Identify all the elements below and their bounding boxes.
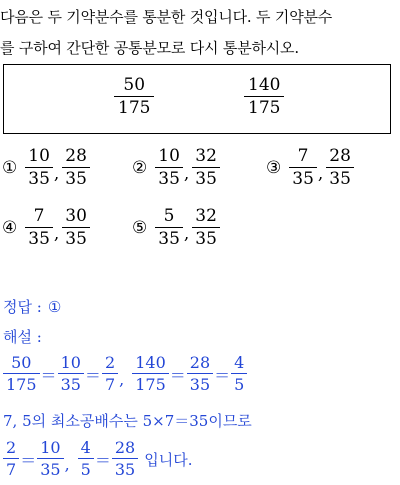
comma: , bbox=[183, 224, 190, 244]
denominator: 35 bbox=[37, 458, 63, 478]
suffix-text: 입니다. bbox=[144, 450, 193, 469]
option-fraction-b bbox=[192, 148, 220, 188]
numerator: 7 bbox=[33, 206, 45, 226]
option-fraction-a bbox=[25, 208, 53, 248]
question-line-1: 다음은 두 기약분수를 통분한 것입니다. 두 기약분수 bbox=[0, 8, 333, 26]
fraction bbox=[78, 440, 94, 478]
option-marker: ③ bbox=[266, 158, 282, 178]
numerator: 2 bbox=[6, 438, 17, 457]
numerator: 28 bbox=[114, 438, 136, 457]
numerator: 32 bbox=[195, 206, 217, 226]
denominator: 175 bbox=[3, 373, 40, 393]
option-fraction-a bbox=[25, 148, 53, 188]
numerator: 30 bbox=[65, 206, 87, 226]
numerator: 32 bbox=[195, 146, 217, 166]
fraction bbox=[187, 355, 213, 393]
equals-sign: ＝ bbox=[94, 450, 111, 470]
option-2[interactable] bbox=[132, 148, 220, 188]
option-fraction-b bbox=[326, 148, 354, 188]
equals-sign: ＝ bbox=[20, 450, 37, 470]
comma: , bbox=[53, 164, 60, 184]
given-fraction-2 bbox=[244, 77, 284, 117]
option-fraction-b bbox=[62, 208, 90, 248]
numerator: 2 bbox=[104, 353, 116, 372]
answer-value: ① bbox=[47, 297, 62, 316]
denominator: 35 bbox=[289, 167, 317, 188]
denominator: 35 bbox=[187, 373, 213, 393]
answer-label: 정답 : bbox=[3, 298, 42, 316]
option-fraction-a bbox=[155, 148, 183, 188]
denominator: 175 bbox=[132, 373, 169, 393]
numerator: 140 bbox=[248, 75, 281, 95]
numerator: 10 bbox=[28, 146, 50, 166]
solution-row-1 bbox=[3, 355, 247, 393]
numerator: 28 bbox=[329, 146, 351, 166]
numerator: 7 bbox=[297, 146, 309, 166]
equals-sign: ＝ bbox=[169, 365, 186, 385]
option-fraction-b bbox=[192, 208, 220, 248]
option-marker: ② bbox=[132, 158, 148, 178]
option-1[interactable] bbox=[2, 148, 90, 188]
lcm-text: 7, 5의 최소공배수는 5×7＝35이므로 bbox=[3, 412, 252, 430]
answer-line bbox=[3, 296, 61, 317]
fraction bbox=[37, 440, 63, 478]
denominator: 35 bbox=[112, 458, 138, 478]
fraction bbox=[3, 440, 19, 478]
numerator: 10 bbox=[158, 146, 180, 166]
denominator: 35 bbox=[155, 167, 183, 188]
denominator: 7 bbox=[3, 458, 19, 478]
denominator: 35 bbox=[192, 167, 220, 188]
option-4[interactable] bbox=[2, 208, 90, 248]
numerator: 4 bbox=[80, 438, 91, 457]
explanation-label: 해설 : bbox=[3, 328, 42, 346]
denominator: 35 bbox=[326, 167, 354, 188]
option-3[interactable] bbox=[266, 148, 354, 188]
denominator: 35 bbox=[62, 167, 90, 188]
fraction bbox=[112, 440, 138, 478]
option-marker: ⑤ bbox=[132, 218, 148, 238]
fraction bbox=[102, 355, 118, 393]
given-fraction-1 bbox=[114, 77, 154, 117]
solution-row-3 bbox=[3, 440, 192, 478]
option-marker: ④ bbox=[2, 218, 18, 238]
numerator: 5 bbox=[163, 206, 175, 226]
option-fraction-a bbox=[289, 148, 317, 188]
numerator: 4 bbox=[234, 353, 245, 372]
comma: , bbox=[64, 455, 70, 474]
numerator: 10 bbox=[60, 353, 81, 372]
option-5[interactable] bbox=[132, 208, 220, 248]
equals-sign: ＝ bbox=[40, 365, 57, 385]
denominator: 175 bbox=[244, 96, 284, 117]
fraction bbox=[231, 355, 247, 393]
fraction bbox=[3, 355, 40, 393]
numerator: 28 bbox=[189, 353, 211, 372]
denominator: 35 bbox=[25, 167, 53, 188]
denominator: 35 bbox=[192, 227, 220, 248]
given-fractions-box bbox=[3, 64, 391, 134]
comma: , bbox=[119, 370, 125, 389]
comma: , bbox=[53, 224, 60, 244]
equals-sign: ＝ bbox=[84, 365, 101, 385]
denominator: 175 bbox=[114, 96, 154, 117]
denominator: 5 bbox=[231, 373, 247, 393]
option-fraction-b bbox=[62, 148, 90, 188]
denominator: 35 bbox=[62, 227, 90, 248]
fraction bbox=[132, 355, 169, 393]
denominator: 35 bbox=[25, 227, 53, 248]
comma: , bbox=[183, 164, 190, 184]
question-text bbox=[0, 2, 400, 64]
numerator: 50 bbox=[123, 75, 146, 95]
comma: , bbox=[317, 164, 324, 184]
numerator: 28 bbox=[65, 146, 87, 166]
equals-sign: ＝ bbox=[214, 365, 231, 385]
numerator: 10 bbox=[40, 438, 61, 457]
numerator: 50 bbox=[11, 353, 32, 372]
question-line-2: 를 구하여 간단한 공통분모로 다시 통분하시오. bbox=[0, 39, 299, 57]
denominator: 35 bbox=[58, 373, 84, 393]
option-fraction-a bbox=[155, 208, 183, 248]
fraction bbox=[58, 355, 84, 393]
option-marker: ① bbox=[2, 158, 18, 178]
denominator: 5 bbox=[78, 458, 94, 478]
numerator: 140 bbox=[135, 353, 166, 372]
denominator: 7 bbox=[102, 373, 118, 393]
denominator: 35 bbox=[155, 227, 183, 248]
